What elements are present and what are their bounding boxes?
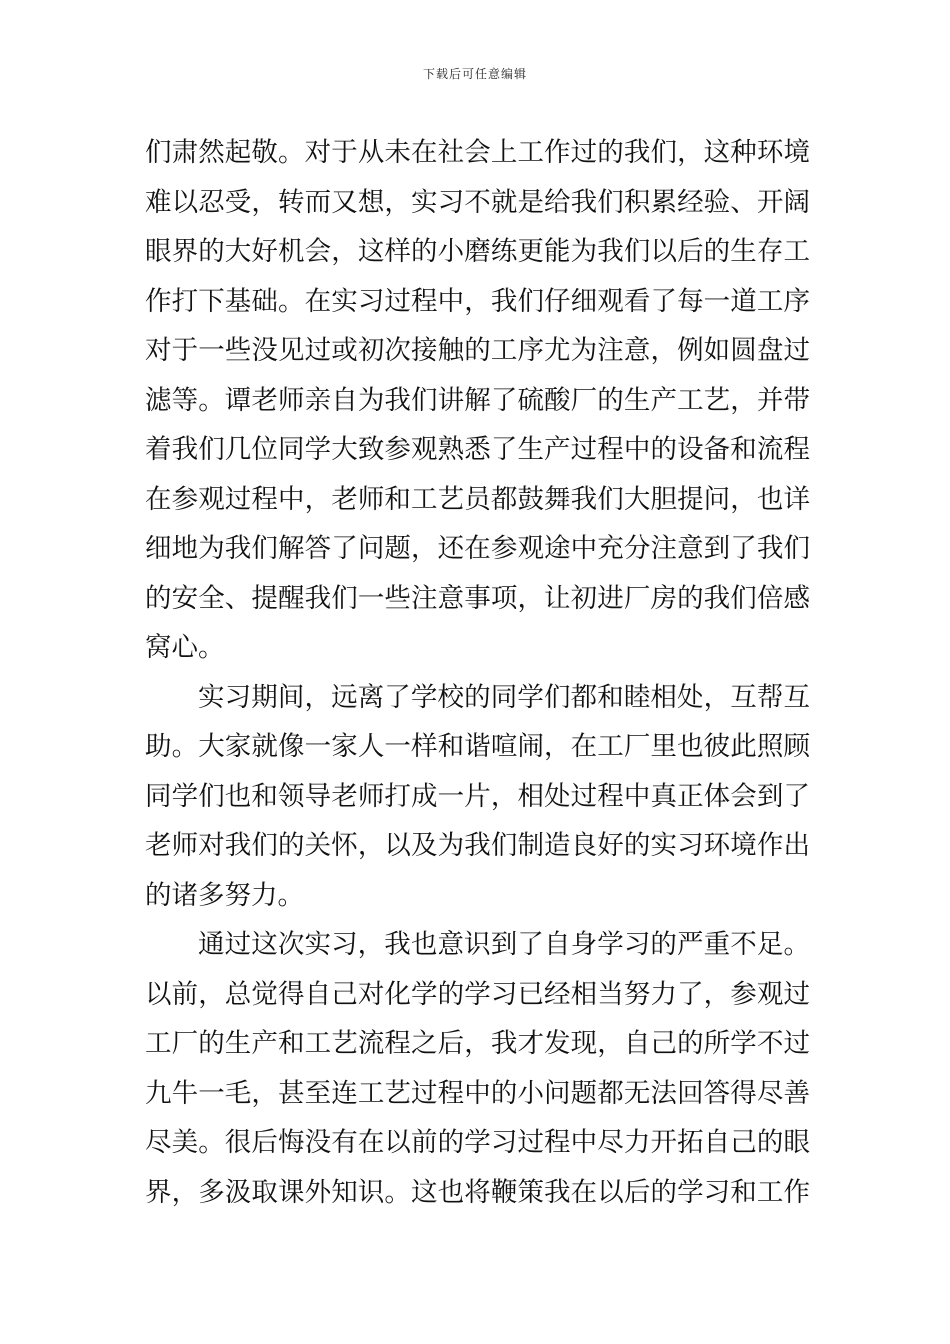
text-line: 以前，总觉得自己对化学的学习已经相当努力了，参观过: [145, 978, 810, 1010]
text-line: 老师对我们的关怀，以及为我们制造良好的实习环境作出: [145, 830, 810, 861]
text-line: 尽美。很后悔没有在以前的学习过程中尽力开拓自己的眼: [145, 1127, 810, 1158]
document-body: [145, 128, 810, 1217]
text-line: 界，多汲取课外知识。这也将鞭策我在以后的学习和工作: [145, 1176, 810, 1208]
text-line: 滤等。谭老师亲自为我们讲解了硫酸厂的生产工艺，并带: [145, 384, 810, 416]
paragraph-2: [145, 673, 810, 921]
text-line: 难以忍受，转而又想，实习不就是给我们积累经验、开阔: [145, 186, 810, 218]
text-line: 同学们也和领导老师打成一片，相处过程中真正体会到了: [145, 780, 810, 812]
text-line: 作打下基础。在实习过程中，我们仔细观看了每一道工序: [145, 285, 810, 317]
page-header: 下载后可任意编辑: [422, 67, 527, 81]
text-line: 对于一些没见过或初次接触的工序尤为注意，例如圆盘过: [145, 335, 810, 366]
text-line: 工厂的生产和工艺流程之后，我才发现，自己的所学不过: [145, 1028, 810, 1059]
text-line: 在参观过程中，老师和工艺员都鼓舞我们大胆提问，也详: [145, 483, 810, 515]
text-line: 窝心。: [145, 632, 225, 663]
text-line: 的安全、提醒我们一些注意事项，让初进厂房的我们倍感: [145, 582, 810, 614]
text-line: 细地为我们解答了问题，还在参观途中充分注意到了我们: [145, 533, 810, 564]
text-line: 通过这次实习，我也意识到了自身学习的严重不足。: [198, 929, 810, 960]
text-line: 的诸多努力。: [145, 879, 304, 911]
text-line: 着我们几位同学大致参观熟悉了生产过程中的设备和流程: [145, 434, 810, 465]
paragraph-3: [145, 920, 810, 1217]
paragraph-1: [145, 128, 810, 673]
text-line: 们肃然起敬。对于从未在社会上工作过的我们，这种环境: [145, 137, 810, 168]
text-line: 九牛一毛，甚至连工艺过程中的小问题都无法回答得尽善: [145, 1077, 810, 1109]
text-line: 实习期间，远离了学校的同学们都和睦相处，互帮互: [198, 681, 810, 713]
text-line: 眼界的大好机会，这样的小磨练更能为我们以后的生存工: [145, 236, 810, 267]
text-line: 助。大家就像一家人一样和谐喧闹，在工厂里也彼此照顾: [145, 731, 810, 762]
